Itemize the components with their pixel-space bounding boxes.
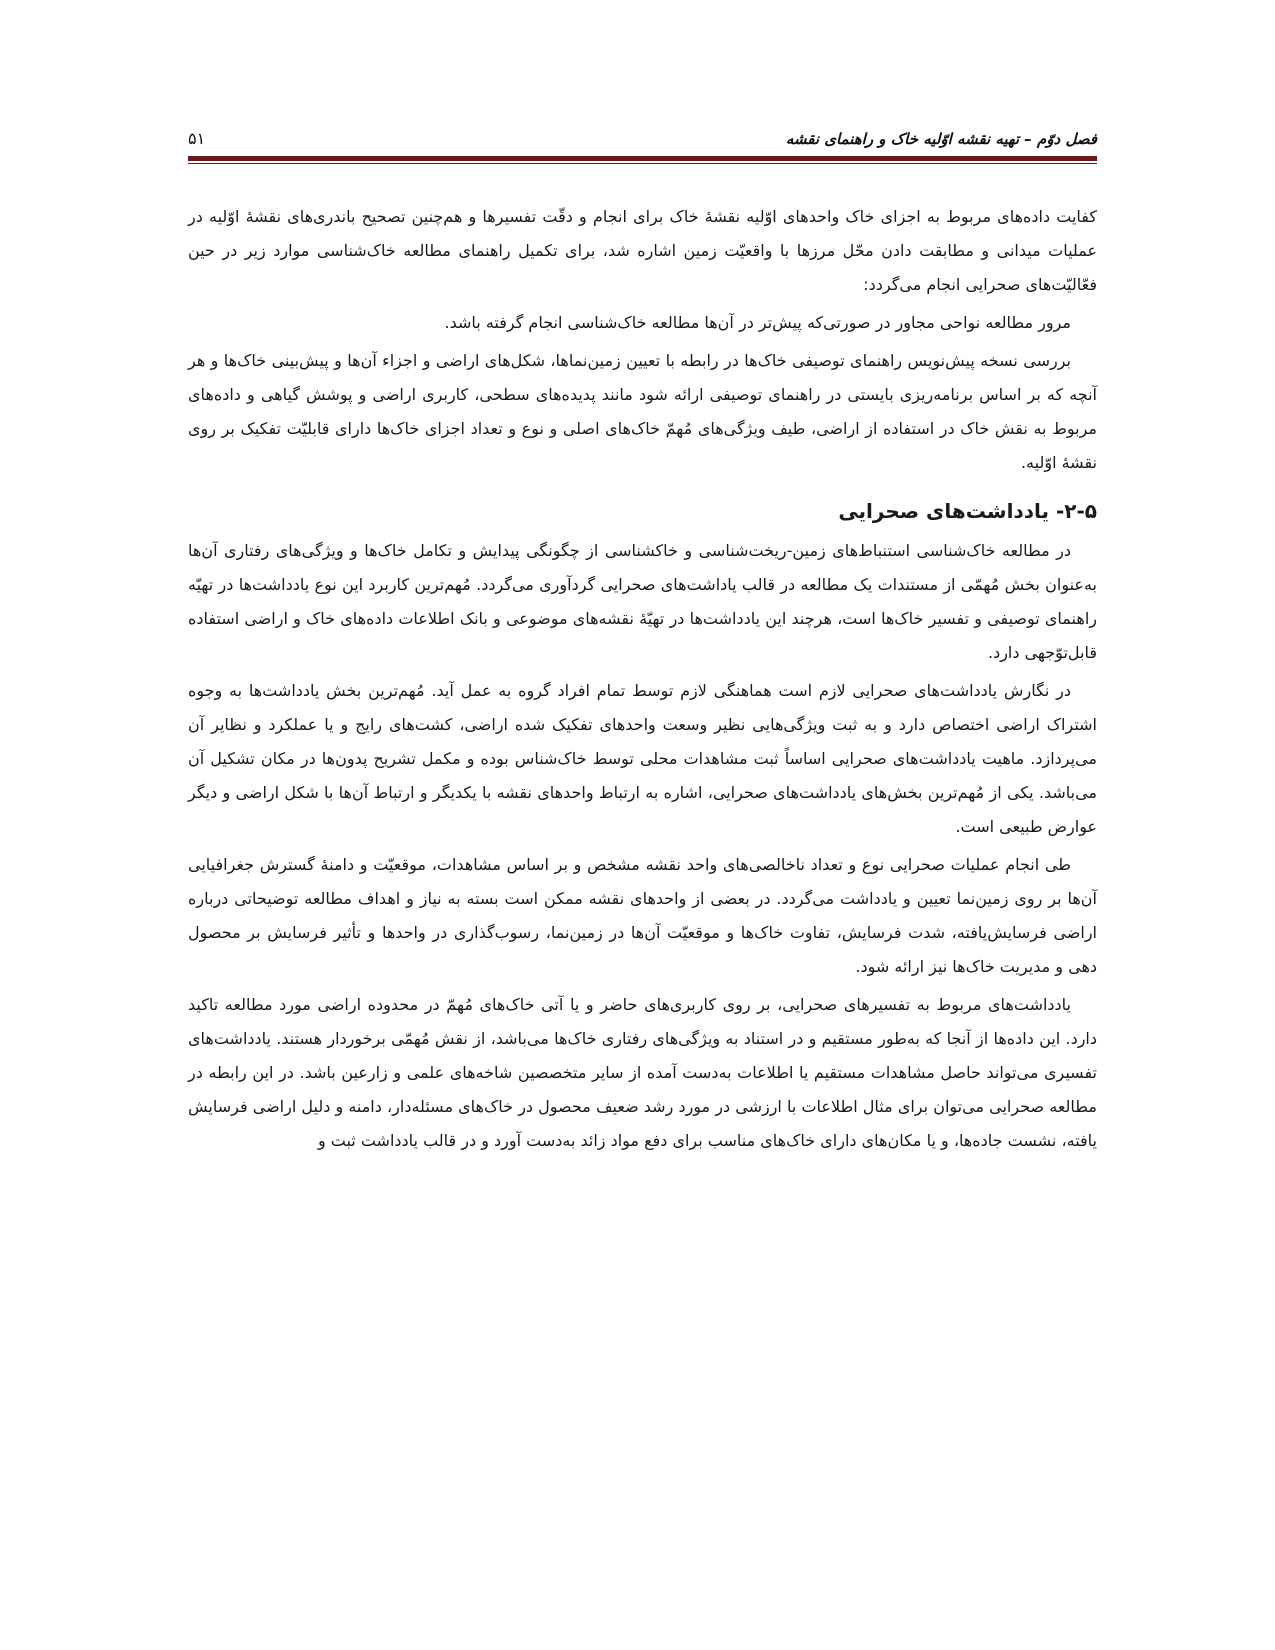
paragraph-field-notes-intro: در مطالعه خاک‌شناسی استنباط‌های زمین-ریخت‌شناسی و خاکشناسی از چگونگی پیدایش و تکامل خاک‌ها و ویژگی‌های رفتاری آن‌ها به‌عنوان بخش مُهمّی از مستندات یک مطالعه در قالب یاداشت‌های صحرایی گردآوری می‌گردد. مُهم‌ترین کاربرد این نوع یادداشت‌ها در تهیّه راهنمای توصیفی و تفسیر خاک‌ها است، هرچند این یادداشت‌ها در تهیّهٔ نقشه‌های موضوعی و بانک اطلاعات داده‌های خاک و اراضی استفاده قابل‌توّجهی دارد. xyxy=(188,541,1097,662)
running-header xyxy=(188,122,1097,148)
paragraph-draft-review: بررسی نسخه پیش‌نویس راهنمای توصیفی خاک‌ها در رابطه با تعیین زمین‌نماها، شکل‌های اراضی و اجزاء آن‌ها و پیش‌بینی خاک‌ها و هر آنچه که بر اساس برنامه‌ریزی بایستی در راهنمای توصیفی ارائه شود مانند پدیده‌های سطحی، کاربری اراضی و پوشش گیاهی و داده‌های مربوط به نقش خاک در استفاده از اراضی، طیف ویژگی‌های مُهمّ خاک‌های اصلی و نوع و تعداد اجزای خاک‌ها دارای قابلیّت تفکیک بر روی نقشهٔ اوّلیه. xyxy=(188,351,1097,472)
paragraph-intro: کفایت داده‌های مربوط به اجزای خاک واحدهای اوّلیه نقشهٔ خاک برای انجام و دقّت تفسیرها و هم‌چنین تصحیح باندری‌های نقشهٔ اوّلیه در عملیات میدانی و مطابقت دادن محّل مرزها با واقعیّت زمین اشاره شد، برای تکمیل راهنمای مطالعه خاک‌شناسی موارد زیر در حین فعّالیّت‌های صحرایی انجام می‌گردد: xyxy=(188,207,1097,294)
paragraph-field-notes-writing: در نگارش یادداشت‌های صحرایی لازم است هماهنگی لازم توسط تمام افراد گروه به عمل آید. مُهم‌ترین بخش یادداشت‌ها به وجوه اشتراک اراضی اختصاص دارد و به ثبت ویژگی‌هایی نظیر وسعت واحدهای تفکیک شده اراضی، کشت‌های رایج و یا عملکرد و نظایر آن می‌پردازد. ماهیت یادداشت‌های صحرایی اساساً ثبت مشاهدات محلی توسط خاک‌شناس بوده و مکمل تشریح پدون‌ها در مکان تشکیل آن می‌باشد. یکی از مُهم‌ترین بخش‌های یادداشت‌های صحرایی، اشاره به ارتباط واحدهای نقشه با یکدیگر و ارتباط آن‌ها با شکل اراضی و دیگر عوارض طبیعی است. xyxy=(188,681,1097,836)
chapter-title: فصل دوّم – تهیه نقشه اوّلیه خاک و راهنمای نقشه xyxy=(785,130,1097,148)
header-rule-thick xyxy=(188,156,1097,161)
paragraph-field-operations: طی انجام عملیات صحرایی نوع و تعداد ناخالصی‌های واحد نقشه مشخص و بر اساس مشاهدات، موقعیّت و دامنهٔ گسترش جغرافیایی آن‌ها بر روی زمین‌نما تعیین و یادداشت می‌گردد. در بعضی از واحدهای نقشه ممکن است بسته به نیاز و اهداف مطالعه توضیحاتی درباره اراضی فرسایش‌یافته، شدت فرسایش، تفاوت خاک‌ها و موقعیّت آن‌ها در زمین‌نما، رسوب‌گذاری در واحدها و تأثیر فرسایش بر محصول دهی و مدیریت خاک‌ها نیز ارائه شود. xyxy=(188,855,1097,976)
section-heading: ۲-۵- یادداشت‌های صحرایی xyxy=(838,499,1097,523)
header-rule-thin xyxy=(188,163,1097,164)
page-number: ۵۱ xyxy=(188,129,206,148)
body-text xyxy=(188,200,1097,1162)
paragraph-interpretive-notes: یادداشت‌های مربوط به تفسیرهای صحرایی، بر روی کاربری‌های حاضر و یا آتی خاک‌های مُهمّ در محدوده اراضی مورد مطالعه تاکید دارد. این داده‌ها از آنجا که به‌طور مستقیم و در استناد به ویژگی‌های رفتاری خاک‌ها می‌باشد، از نقش مُهمّی برخوردار هستند. یادداشت‌های تفسیری می‌تواند حاصل مشاهدات مستقیم یا اطلاعات به‌دست آمده از سایر متخصصین شاخه‌های علمی و زارعین باشد. در این رابطه در مطالعه صحرایی می‌توان برای مثال اطلاعات با ارزشی در مورد رشد ضعیف محصول در خاک‌های مسئله‌دار، دامنه و دلیل اراضی فرسایش یافته، نشست جاده‌ها، و یا مکان‌های دارای خاک‌های مناسب برای دفع مواد زائد به‌دست آورد و در قالب یادداشت ثبت و xyxy=(188,995,1097,1150)
paragraph-neighbor-review: مرور مطالعه نواحی مجاور در صورتی‌که پیش‌تر در آن‌ها مطالعه خاک‌شناسی انجام گرفته باشد. xyxy=(444,313,1071,332)
